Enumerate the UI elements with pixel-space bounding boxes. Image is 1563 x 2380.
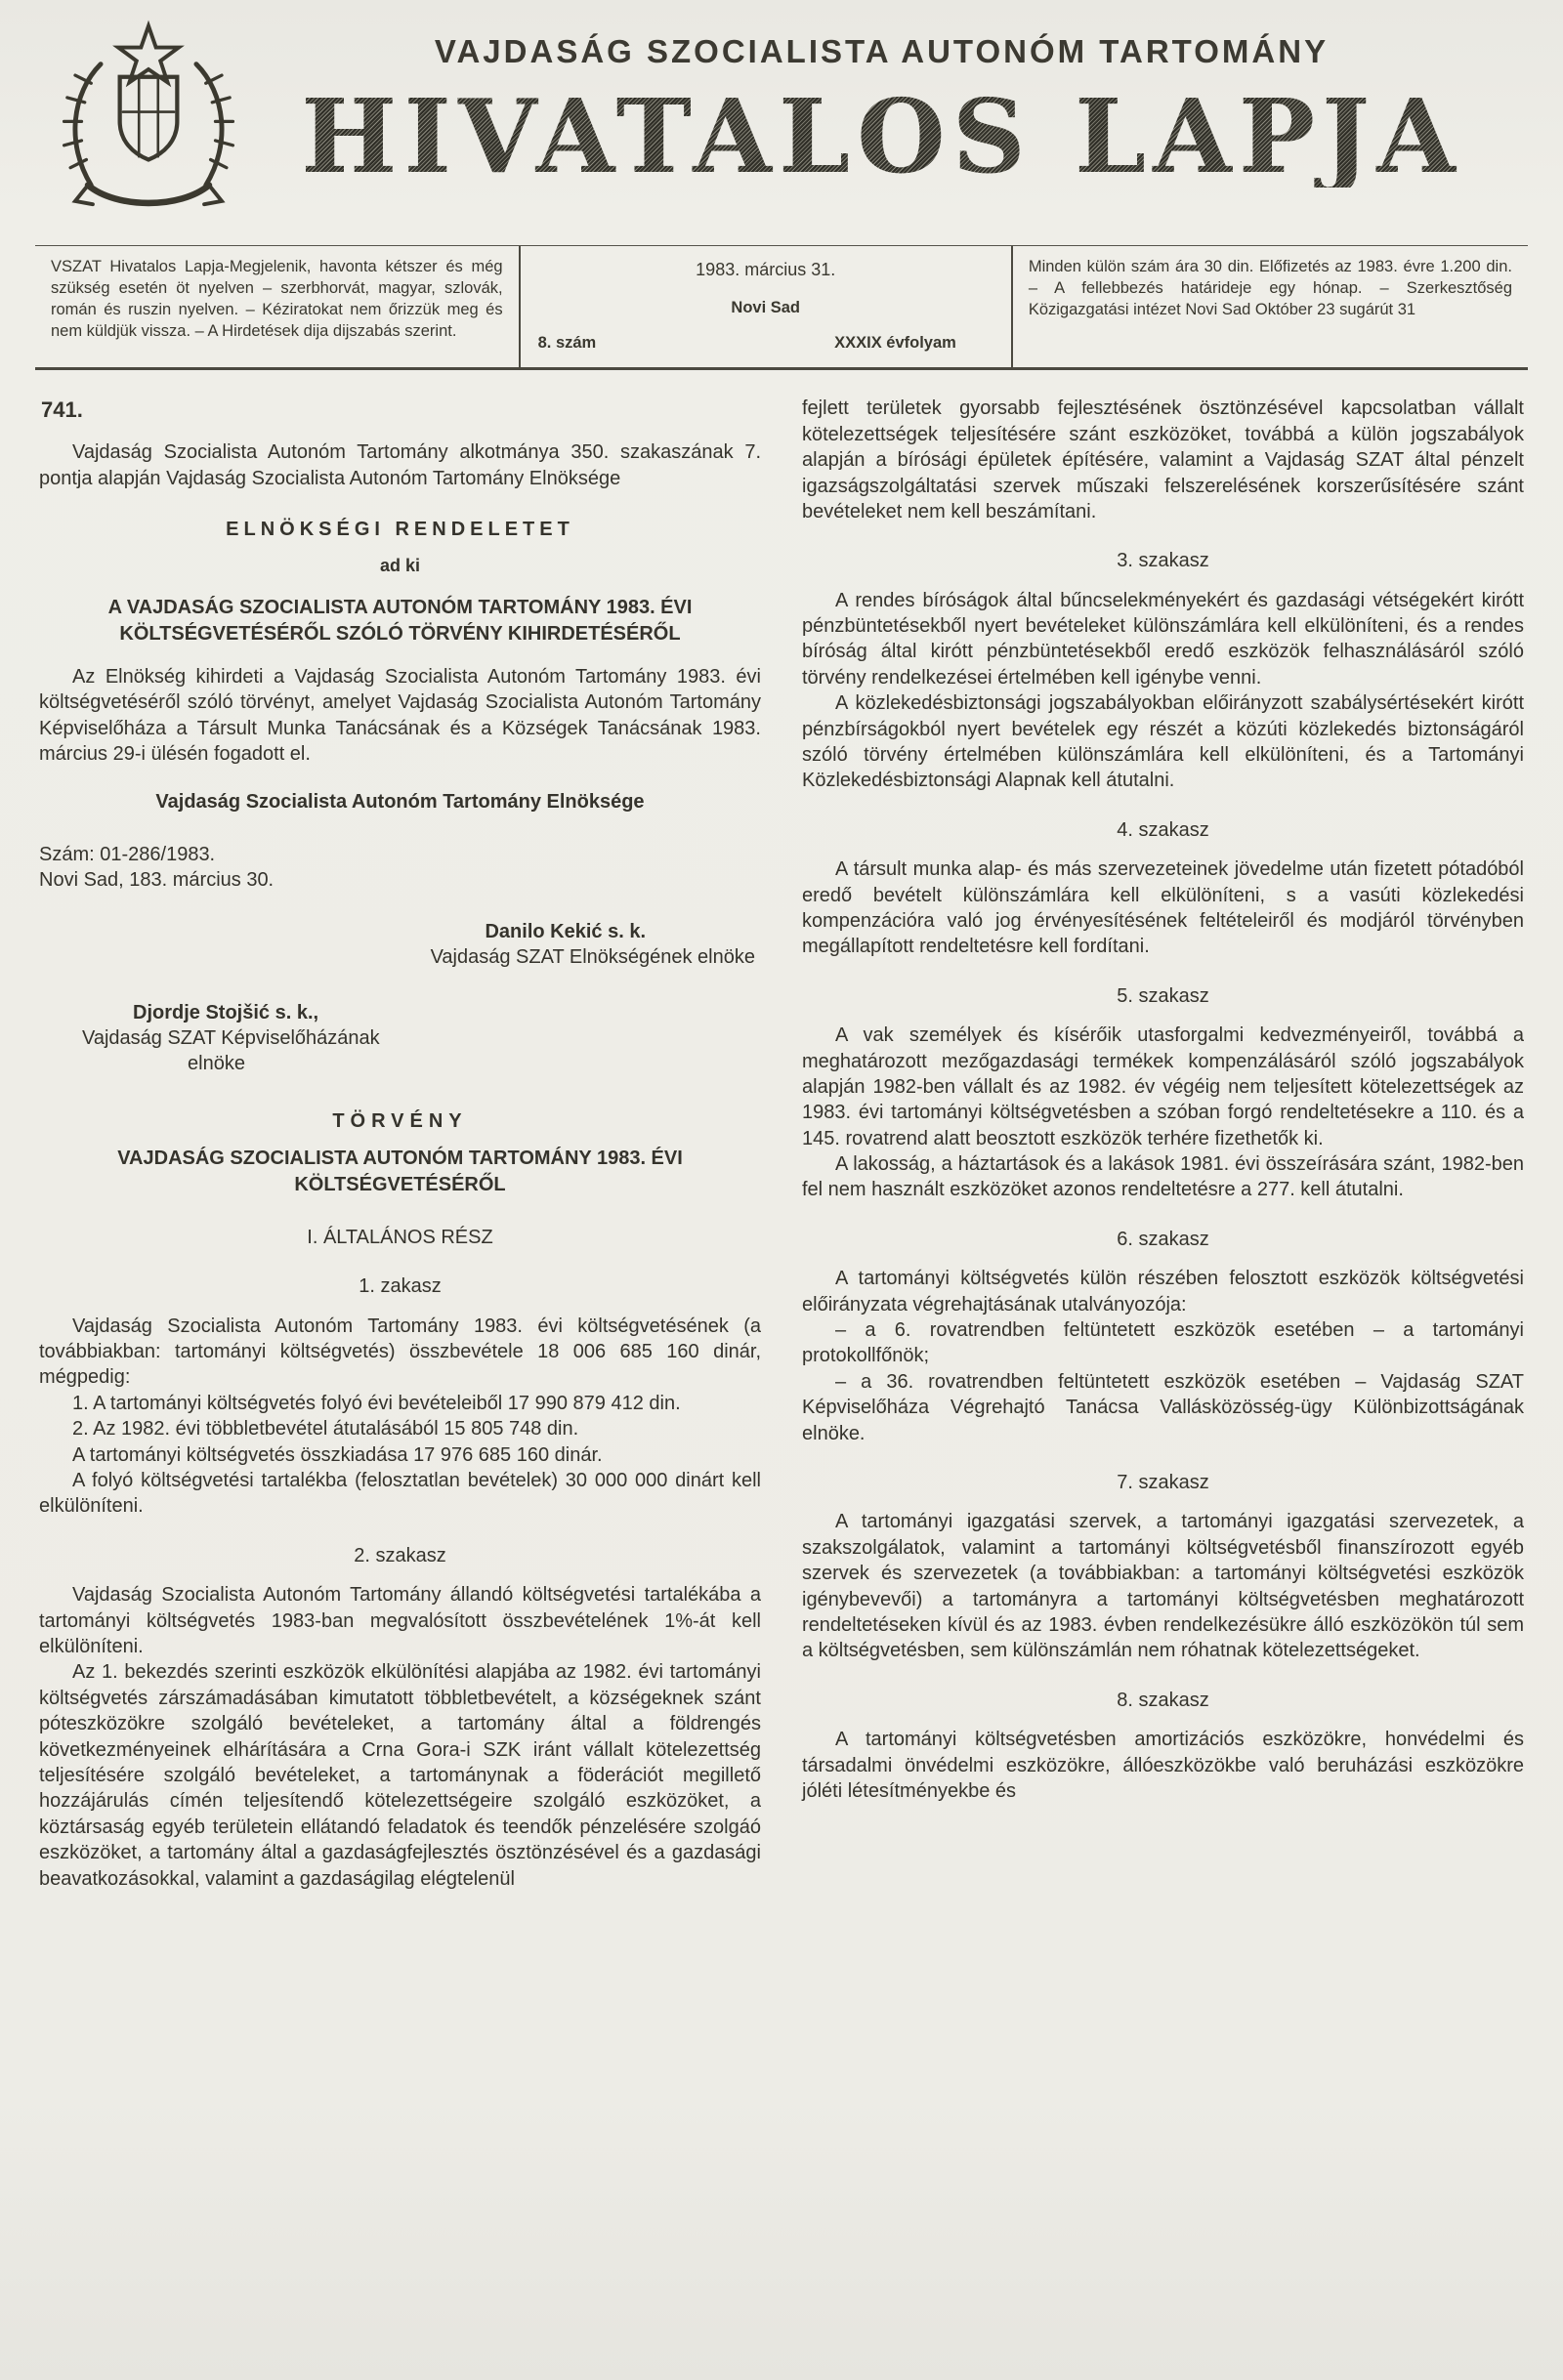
signature-role: Vajdaság SZAT Képviselőházának bbox=[82, 1026, 380, 1049]
masthead bbox=[35, 16, 1528, 231]
masthead-titles bbox=[265, 16, 1528, 196]
issue-date: 1983. március 31. bbox=[696, 260, 836, 279]
paragraph: Vajdaság Szocialista Autonóm Tartomány alkotmánya 350. szakaszának 7. pontja alapján Vajdaság Szocialista Autonóm Tartomány Elnöksége bbox=[39, 441, 761, 489]
article-number: 741. bbox=[41, 397, 83, 423]
coat-of-arms-icon bbox=[35, 16, 265, 231]
decree-title: A VAJDASÁG SZOCIALISTA AUTONÓM TARTOMÁNY 1983. ÉVI KÖLTSÉGVETÉSÉRŐL SZÓLÓ TÖRVÉNY KIHIRDETÉSÉRŐL bbox=[107, 597, 693, 645]
signature-role: elnöke bbox=[188, 1053, 245, 1075]
issue-info bbox=[521, 246, 1013, 367]
paragraph: A közlekedésbiztonsági jogszabályokban előirányzott szabálysértésekért kirótt pénzbírságokból nyert bevételek egy részét a közúti közlekedés biztonságáról szóló törvény értelmében különszámlára kell elkülöníteni, és a Tartományi Közlekedésbiztonsági Alapnak kell átutalni. bbox=[802, 692, 1524, 792]
signature-name: Danilo Kekić s. k. bbox=[485, 920, 646, 942]
left-column bbox=[39, 396, 761, 1892]
paragraph: A folyó költségvetési tartalékba (felosztatlan bevételek) 30 000 000 dinárt kell elkülöníteni. bbox=[39, 1470, 761, 1518]
issue-number-row bbox=[536, 318, 995, 354]
right-column bbox=[802, 396, 1524, 1892]
section-heading: 7. szakasz bbox=[1117, 1472, 1209, 1493]
article-body bbox=[35, 396, 1528, 1892]
section-heading: 4. szakasz bbox=[1117, 818, 1209, 841]
document-number: Szám: 01-286/1983. bbox=[39, 844, 216, 866]
signature-role: Vajdaság SZAT Elnökségének elnöke bbox=[430, 946, 755, 969]
paragraph: – a 36. rovatrendben feltüntetett eszközök esetében – Vajdaság SZAT Képviselőháza Végrehajtó Tanácsa Vallásközösség-ügy Különbizottságának elnöke. bbox=[802, 1370, 1524, 1444]
paragraph: fejlett területek gyorsabb fejlesztésének ösztönzésével kapcsolatban vállalt kötelezettségek teljesítésére szánt eszközöket, továbbá a külön jogszabályok alapján a bírósági épületek építésére, valamint a Vajdaság SZAT által pénzelt igazságszolgáltatási szervek műszaki felszerelésének korszerűsítésére szánt bevételeket nem kell beszámítani. bbox=[802, 397, 1524, 522]
section-heading: 1. zakasz bbox=[359, 1275, 442, 1298]
masthead-info-row bbox=[35, 245, 1528, 370]
law-heading: TÖRVÉNY bbox=[332, 1109, 468, 1132]
subscription-info: Minden külön szám ára 30 din. Előfizetés az 1983. évre 1.200 din. – A fellebbezés határideje egy hónap. – Szerkesztőség Közigazgatási intézet Novi Sad Október 23 sugárút 31 bbox=[1028, 258, 1512, 319]
part-heading: I. ÁLTALÁNOS RÉSZ bbox=[307, 1226, 493, 1248]
province-title: VAJDASÁG SZOCIALISTA AUTONÓM TARTOMÁNY bbox=[434, 33, 1330, 69]
paragraph: A tartományi igazgatási szervek, a tartományi igazgatási szervezetek, a szakszolgálatok, valamint a tartományi költségvetésből finanszírozott egyéb szervek és szervezetek (a továbbiakban: a tartományi költségvetési eszközök igénybevevői) a tartományra a tartományi költségvetésben meghatározott rendeltetéseken kívül és az 1983. évben rendelkezésükre álló eszközökön túl sem a költségvetésben, sem különszámlán nem róhatnak kötelezettségeket. bbox=[802, 1511, 1524, 1662]
decree-heading: ELNÖKSÉGI RENDELETET bbox=[226, 519, 574, 541]
issue-city: Novi Sad bbox=[731, 299, 801, 317]
paragraph: Az Elnökség kihirdeti a Vajdaság Szocialista Autonóm Tartomány 1983. évi költségvetéséről szóló törvényt, amelyet Vajdaság Szocialista Autonóm Tartomány Képviselőháza a Társult Munka Tanácsának és a Községek Tanácsának 1983. március 29-i ülésén fogadott el. bbox=[39, 666, 761, 766]
section-heading: 2. szakasz bbox=[354, 1544, 446, 1566]
section-heading: 8. szakasz bbox=[1117, 1689, 1209, 1711]
volume-label: XXXIX évfolyam bbox=[834, 334, 956, 353]
paragraph: A társult munka alap- és más szervezeteinek jövedelme után fizetett pótadóból eredő bevételt különszámlára kell elkülöníteni, s a vasúti közlekedési kompenzációra való jog érvényesítésének feltételeiről és modjáról törvényben megállapított rendeltetésre kell fordítani. bbox=[802, 858, 1524, 958]
paragraph: Az 1. bekezdés szerinti eszközök elkülönítési alapjába az 1982. évi tartományi költségvetés zárszámadásában kimutatott többletbevételt, a községeknek szánt póteszközökre szolgáló bevételeket, a tartomány által a földrengés következményeinek elhárítására a Crna Gora-i SZK iránt vállalt kötelezettség teljesítésére szolgáló bevételeket, a tartománynak a föderációt megillető hozzájárulás címén teljesítendő kötelezettségeire szolgáló eszközöket, a köztársaság egyéb területein ellátandó feladatok és teendők pénzelésére szolgáó eszközöket, a tartomány által a gazdaságfejlesztés ösztönzésével és a gazdasági beavatkozásokkal, valamint a gazdaságilag elégtelenül bbox=[39, 1661, 761, 1890]
section-heading: 5. szakasz bbox=[1117, 984, 1209, 1007]
publication-info: VSZAT Hivatalos Lapja-Megjelenik, havonta kétszer és még szükség esetén öt nyelven – szerbhorvát, magyar, szlovák, román és ruszin nyelven. – Kéziratokat nem őrizzük meg és nem küldjük vissza. – A Hirdetések dija dijszabás szerint. bbox=[35, 246, 521, 367]
gazette-title: HIVATALOS LAPJA bbox=[265, 86, 1499, 188]
paragraph: Vajdaság Szocialista Autonóm Tartomány állandó költségvetési tartalékába a tartományi költségvetés 1983-ban megvalósított összbevételének 1%-át kell elkülöníteni. bbox=[39, 1584, 761, 1657]
paragraph: Vajdaság Szocialista Autonóm Tartomány 1983. évi költségvetésének (a továbbiakban: tartományi költségvetés) összbevétele 18 006 685 160 dinár, mégpedig: bbox=[39, 1315, 761, 1389]
law-title: VAJDASÁG SZOCIALISTA AUTONÓM TARTOMÁNY 1983. ÉVI KÖLTSÉGVETÉSÉRŐL bbox=[117, 1148, 683, 1195]
paragraph: A tartományi költségvetés összkiadása 17 976 685 160 dinár. bbox=[72, 1443, 603, 1466]
decree-subheading: ad ki bbox=[379, 555, 421, 575]
paragraph: A rendes bíróságok által bűncselekményekért és gazdasági vétségekért kirótt pénzbüntetésekből nyert bevételeket különszámlára kell elkülöníteni, és a rendes bíróság által kirótt pénzbüntetésekből eredő eszközök felhasználásáról szóló törvény rendelkezései értelmében kell igénybe venni. bbox=[802, 589, 1524, 689]
paragraph: 1. A tartományi költségvetés folyó évi bevételeiből 17 990 879 412 din. bbox=[72, 1392, 681, 1414]
paragraph: 2. Az 1982. évi többletbevétel átutalásából 15 805 748 din. bbox=[72, 1418, 579, 1441]
paragraph: A tartományi költségvetés külön részében felosztott eszközök költségvetési előirányzata végrehajtásának utalványozója: bbox=[802, 1268, 1524, 1315]
paragraph: A tartományi költségvetésben amortizációs eszközökre, honvédelmi és társadalmi önvédelmi eszközökre, állóeszközökbe való beruházási eszközökre jóléti létesítményekbe és bbox=[802, 1729, 1524, 1802]
paragraph: A vak személyek és kísérőik utasforgalmi kedvezményeiről, továbbá a meghatározott mezőgazdasági termékek kompenzálásáról szóló jogszabályok alapján 1982-ben vállalt és az 1982. év végéig nem teljesített kötelezettségek az 1983. évi tartományi költségvetésben a szóban forgó rendeltetésekre a 110. és a 145. rovatrend alatt beosztott eszközök terhére fizethetők ki. bbox=[802, 1024, 1524, 1149]
issue-number: 8. szám bbox=[537, 334, 597, 353]
paragraph: – a 6. rovatrendben feltüntetett eszközök esetében – a tartományi protokollfőnök; bbox=[802, 1319, 1524, 1367]
issuing-body: Vajdaság Szocialista Autonóm Tartomány Elnöksége bbox=[155, 790, 645, 813]
section-heading: 3. szakasz bbox=[1117, 550, 1209, 572]
paragraph: A lakosság, a háztartások és a lakások 1981. évi összeírására szánt, 1982-ben fel nem használt eszközöket azonos rendeltetésre a 277. kell átutalni. bbox=[802, 1153, 1524, 1201]
section-heading: 6. szakasz bbox=[1117, 1228, 1209, 1250]
signature-name: Djordje Stojšić s. k., bbox=[133, 1001, 319, 1023]
document-place-date: Novi Sad, 183. március 30. bbox=[39, 869, 275, 892]
